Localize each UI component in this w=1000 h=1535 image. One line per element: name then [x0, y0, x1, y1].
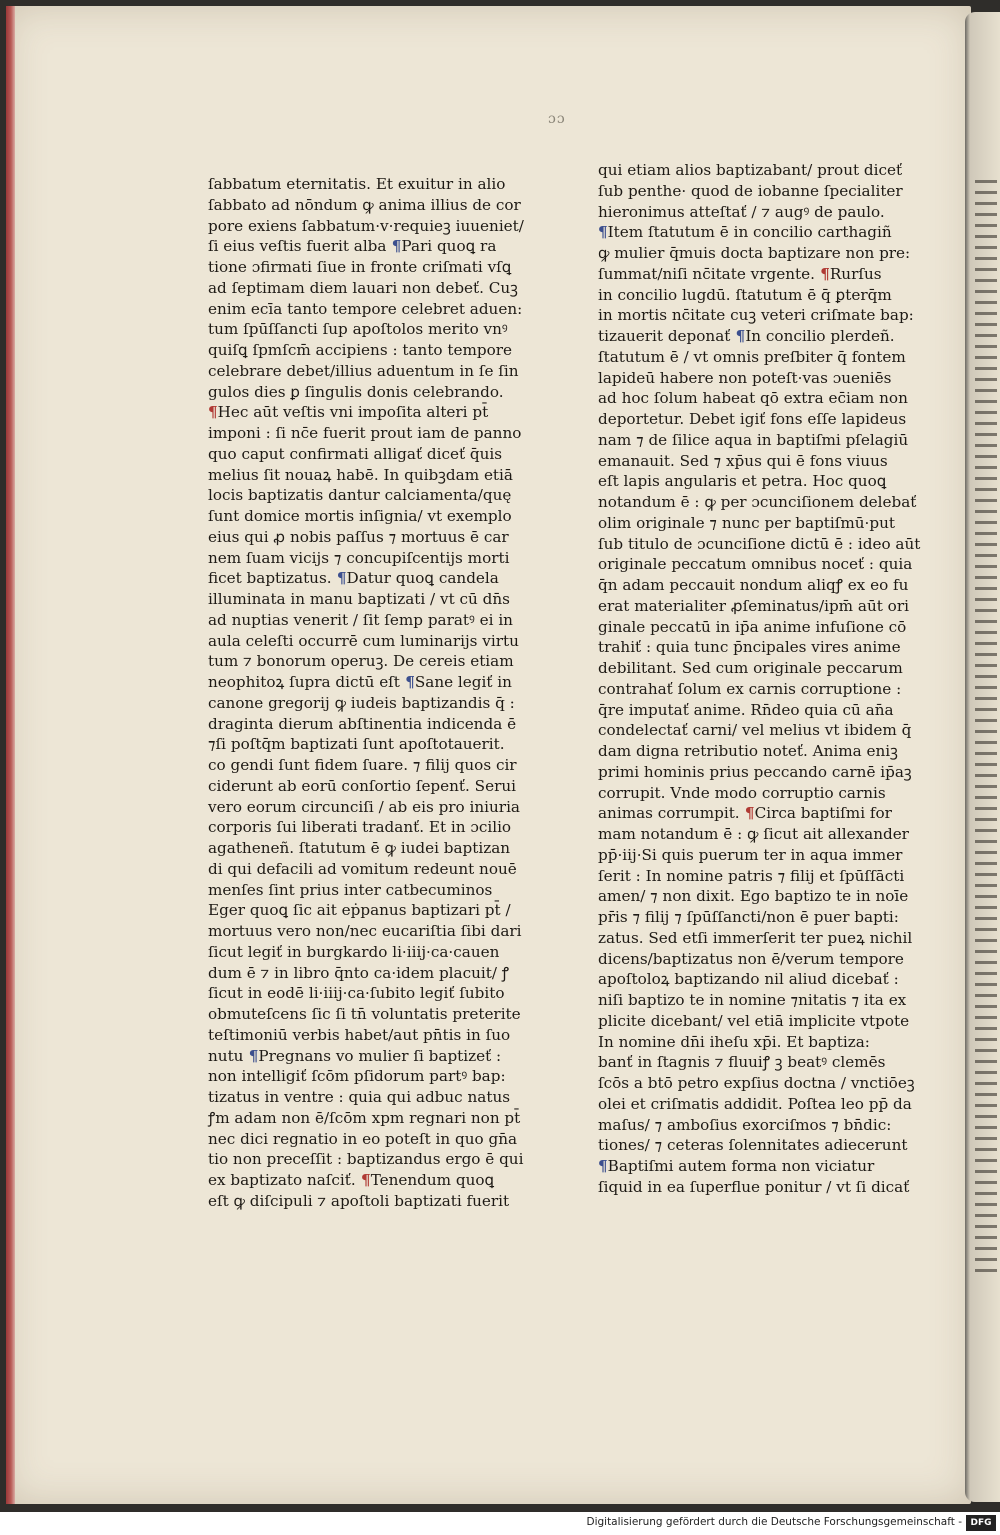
line-text: aula celeſti occurrē cum luminarijs virtu [208, 631, 519, 650]
text-line [208, 174, 540, 195]
line-text-after-mark: Baptiſmi autem forma non viciatur [607, 1157, 875, 1175]
line-text: ſcōs a btō petro expſius doctna / vnctiōeꝫ [598, 1074, 915, 1092]
text-line [208, 568, 540, 589]
text-line [598, 534, 943, 555]
text-line [598, 928, 943, 949]
text-line [208, 1004, 540, 1025]
text-line [208, 880, 540, 901]
text-line [598, 430, 943, 451]
line-text: maſus/ ⁊ amboſius exorciſmos ⁊ bn̄dic: [598, 1115, 892, 1134]
text-line [208, 1129, 540, 1150]
text-line [598, 554, 943, 575]
text-line [598, 866, 943, 887]
text-line [208, 651, 540, 672]
line-text: debilitant. Sed cum originale peccarum [598, 659, 903, 677]
line-text: quiſꝗ ſpmſcm̄ accipiens : tanto tempore [208, 341, 513, 359]
folio-mark: ɔɔ [548, 111, 566, 127]
text-line [208, 838, 540, 859]
line-text: ꝭm adam non ē/ſcōm xpm regnari non pt̄ [208, 1108, 521, 1127]
line-text: neophitoꝝ ſupra dictū eſt [208, 673, 400, 691]
line-text: ſummat/niſi nc̄itate vrgente. [598, 264, 815, 283]
line-text: corporis ſui liberati tradanť. Et in ɔcilio [208, 818, 512, 837]
paragraph-mark-icon: ¶ [598, 223, 608, 242]
text-line [598, 243, 943, 264]
line-text: nem ſuam vicijs ⁊ concupiſcentijs morti [208, 548, 510, 567]
text-line [598, 451, 943, 472]
text-line [208, 921, 540, 942]
right-text-column [598, 160, 943, 1198]
line-text: pp̄·iij·Si quis puerum ter in aqua immer [598, 845, 903, 864]
text-line [208, 817, 540, 838]
text-line [208, 610, 540, 631]
line-text-after-mark: Tenendum quoꝗ [370, 1171, 495, 1189]
line-text: animas corrumpit. [598, 804, 740, 823]
line-text: pr̄is ⁊ filij ⁊ ſpūſſancti/non ē puer bapti: [598, 908, 899, 926]
text-line [598, 575, 943, 596]
line-text: erat materialiter ꝓſeminatus/ipm̄ aūt ori [598, 596, 909, 615]
line-text: illuminata in manu baptizati / vt cū dn̄s [208, 590, 510, 608]
line-text: ſiquid in ea ſuperflue ponitur / vt ſi dicať [598, 1177, 910, 1196]
text-line [598, 222, 943, 243]
line-text: eius qui ꝓ nobis paſſus ⁊ mortuus ē car [208, 527, 509, 546]
line-text: lapideū habere non poteſt·vas ɔueniēs [598, 368, 892, 387]
line-text: dicens/baptizatus non ē/verum tempore [598, 949, 904, 968]
text-line [208, 195, 540, 216]
line-text: di qui defacili ad vomitum redeunt nouē [208, 859, 517, 878]
line-text: ſicut legiť in burgkardo li·iiij·ca·cauen [208, 942, 500, 961]
text-line [598, 907, 943, 928]
line-text: vero eorum circunciſi / ab eis pro iniuria [208, 797, 520, 816]
text-line [598, 160, 943, 181]
text-line [208, 589, 540, 610]
text-line [208, 1191, 540, 1212]
line-text: qui etiam alios baptizabant/ prout diceť [598, 161, 903, 179]
text-line [208, 714, 540, 735]
text-line [598, 326, 943, 347]
paragraph-mark-icon: ¶ [598, 1157, 608, 1175]
text-line [208, 734, 540, 755]
text-line [208, 631, 540, 652]
line-text: obmuteſcens ſic ſi tn̄ voluntatis preterite [208, 1005, 521, 1023]
text-line [598, 181, 943, 202]
line-text: olim originale ⁊ nunc per baptiſmū·put [598, 513, 895, 532]
line-text: teſtimoniū verbis habet/aut pn̄tis in ſuo [208, 1025, 511, 1044]
text-line [208, 963, 540, 984]
text-line [208, 859, 540, 880]
line-text-after-mark: Hec aūt veſtis vni impoſita alteri pt̄ [217, 403, 489, 422]
text-line [208, 216, 540, 237]
text-line [598, 617, 943, 638]
paragraph-mark-icon: ¶ [814, 264, 830, 283]
text-line [598, 990, 943, 1011]
line-text: ſicut in eodē li·iiij·ca·ſubito legiť ſubito [208, 984, 505, 1003]
next-page-edge [965, 12, 1000, 1502]
text-line [598, 720, 943, 741]
text-line [208, 942, 540, 963]
line-text: tizauerit deponať [598, 327, 731, 345]
text-line [208, 693, 540, 714]
text-line [598, 949, 943, 970]
text-line [208, 776, 540, 797]
line-text: menſes ſint prius inter catbecuminos [208, 880, 493, 899]
text-line [598, 762, 943, 783]
line-text: q̄n adam peccauit nondum aliqꝭ ex eo fu [598, 576, 909, 594]
text-line [208, 361, 540, 382]
paragraph-mark-icon: ¶ [730, 327, 746, 345]
text-line [598, 824, 943, 845]
line-text: ex baptizato naſciť. [208, 1171, 356, 1189]
paragraph-mark-icon: ¶ [355, 1171, 371, 1189]
line-text: olei et criſmatis addidit. Poſtea leo pp̄ da [598, 1094, 912, 1113]
text-line [598, 347, 943, 368]
line-text-after-mark: Circa baptiſmi for [754, 804, 892, 823]
paragraph-mark-icon: ¶ [399, 673, 415, 691]
text-line [598, 1156, 943, 1177]
line-text: imponi : ſi nc̄e fuerit prout iam de panno [208, 424, 522, 442]
line-text: nam ⁊ de ſilice aqua in baptiſmi pſelagiū [598, 430, 909, 449]
line-text: tum ⁊ bonorum operuꝫ. De cereis etiam [208, 652, 514, 671]
text-line [598, 1135, 943, 1156]
text-line [208, 236, 540, 257]
line-text: ad ſeptimam diem lauari non debeť. Cuꝫ [208, 278, 518, 297]
text-line [598, 1115, 943, 1136]
line-text: zatus. Sed etſi immerſerit ter pueꝝ nichil [598, 928, 913, 947]
text-line [598, 969, 943, 990]
line-text-after-mark: Datur quoꝗ candela [346, 569, 499, 588]
line-text: apoſtoloꝝ baptizando nil aliud dicebať : [598, 970, 899, 989]
text-line [208, 527, 540, 548]
line-text: ſub penthe· quod de iobanne ſpecialiter [598, 181, 903, 200]
text-line [598, 679, 943, 700]
line-text: tizatus in ventre : quia qui adbuc natus [208, 1088, 511, 1106]
text-line [598, 285, 943, 306]
text-line [598, 596, 943, 617]
line-text-after-mark: Rurſus [829, 264, 882, 283]
text-line [208, 465, 540, 486]
line-text: condelectať carni/ vel melius vt ibidem q̄ [598, 721, 912, 740]
footer-credit: Digitalisierung gefördert durch die Deutsche Forschungsgemeinschaft - [586, 1516, 962, 1528]
line-text: draginta dierum abſtinentia indicenda ē [208, 714, 517, 733]
line-text: notandum ē : ꝙ per ɔcunciſionem delebať [598, 493, 917, 511]
line-text: mortuus vero non/nec eucariſtia ſibi dari [208, 922, 522, 940]
text-line [598, 845, 943, 866]
text-line [598, 1032, 943, 1053]
line-text: agatheneñ. ſtatutum ē ꝙ iudei baptizan [208, 839, 511, 857]
paragraph-mark-icon: ¶ [386, 237, 402, 256]
text-line [208, 1046, 540, 1067]
line-text: nec dici regnatio in eo poteſt in quo gn̄a [208, 1129, 518, 1148]
text-line [598, 1073, 943, 1094]
text-line [208, 382, 540, 403]
line-text-after-mark: Item ſtatutum ē in concilio carthagiñ [607, 223, 892, 242]
line-text: ciderunt ab eorū conſortio ſepenť. Serui [208, 776, 516, 795]
line-text: quo caput confirmati alligať diceť q̄uis [208, 444, 503, 463]
text-line [598, 803, 943, 824]
text-line [208, 278, 540, 299]
text-line [598, 886, 943, 907]
text-line [208, 755, 540, 776]
text-line [208, 299, 540, 320]
text-line [598, 409, 943, 430]
line-text: ſabbatum eternitatis. Et exuitur in alio [208, 175, 506, 193]
line-text: tiones/ ⁊ ceteras ſolennitates adiecerunt [598, 1136, 908, 1155]
line-text: banť in ſtagnis ⁊ fluuiꝭ ꝫ beatꝰ clemēs [598, 1053, 886, 1072]
text-line [208, 444, 540, 465]
line-text: corrupit. Vnde modo corruptio carnis [598, 783, 886, 802]
text-line [208, 1108, 540, 1129]
next-page-text-bleed [975, 172, 997, 1272]
line-text: pore exiens ſabbatum·v·requieꝫ iuueniet/ [208, 216, 524, 235]
line-text: plicite dicebant/ vel etiā implicite vtpote [598, 1011, 910, 1030]
line-text-after-mark: Pregnans vo mulier ſi baptizeť : [258, 1046, 502, 1065]
line-text-after-mark: Sane legiť in [414, 673, 512, 691]
text-line [208, 900, 540, 921]
line-text: ſerit : In nomine patris ⁊ filij et ſpūſſācti [598, 866, 905, 885]
line-text: celebrare debet/illius aduentum in ſe ſin [208, 361, 519, 380]
line-text: eſt ꝙ diſcipuli ⁊ apoſtoli baptizati fuerit [208, 1191, 510, 1210]
line-text: melius ſit nouaꝝ habē. In quibꝫdam etiā [208, 465, 513, 484]
text-line [208, 548, 540, 569]
line-text: tum ſpūſſancti ſup apoſtolos merito vnꝰ [208, 320, 508, 339]
line-text: Eger quoꝗ ſic ait eṗpanus baptizari pt̄ / [208, 901, 511, 920]
line-text: emanauit. Sed ⁊ xp̄us qui ē fons viuus [598, 451, 888, 470]
line-text: ginale peccatū in ip̄a anime infuſione cō [598, 617, 907, 636]
text-line [598, 471, 943, 492]
line-text: eſt lapis angularis et petra. Hoc quoꝗ [598, 472, 887, 491]
text-line [598, 637, 943, 658]
text-line [208, 1066, 540, 1087]
line-text-after-mark: In concilio plerdeñ. [745, 327, 895, 345]
line-text: ad nuptias venerit / ſit ſemp paratꝰ ei in [208, 610, 513, 629]
text-line [208, 983, 540, 1004]
text-line [598, 1052, 943, 1073]
paragraph-mark-icon: ¶ [739, 804, 755, 823]
text-line [208, 402, 540, 423]
paragraph-mark-icon: ¶ [243, 1046, 259, 1065]
line-text: mam notandum ē : ꝙ ſicut ait allexander [598, 825, 909, 843]
text-line [598, 741, 943, 762]
text-line [598, 368, 943, 389]
line-text: ſtatutum ē / vt omnis preſbiter q̄ fontem [598, 347, 906, 366]
line-text: ficet baptizatus. [208, 569, 332, 588]
text-line [598, 202, 943, 223]
line-text: in concilio lugdū. ſtatutum ē q̄ ꝑterq̄m [598, 285, 892, 304]
text-line [208, 797, 540, 818]
line-text: amen/ ⁊ non dixit. Ego baptizo te in noīe [598, 887, 909, 906]
text-line [598, 305, 943, 326]
text-line [598, 513, 943, 534]
line-text: nutu [208, 1046, 244, 1065]
text-line [208, 340, 540, 361]
line-text: ꝙ mulier q̄muis docta baptizare non pre: [598, 244, 911, 262]
footer-bar [0, 1512, 1000, 1535]
paragraph-mark-icon: ¶ [208, 403, 218, 422]
line-text: enim ecīa tanto tempore celebret aduen: [208, 299, 523, 318]
text-line [598, 492, 943, 513]
line-text: q̄re imputať anime. Rn̄deo quia cū an̄a [598, 700, 894, 719]
text-line [598, 783, 943, 804]
line-text: hieronimus atteſtať / ⁊ augꝰ de paulo. [598, 202, 885, 221]
line-text: ſunt domice mortis inſignia/ vt exemplo [208, 507, 512, 525]
line-text: ſub titulo de ɔcunciſione dictū ē : ideo aūt [598, 534, 921, 553]
line-text-after-mark: Pari quoꝗ ra [401, 237, 497, 256]
paragraph-mark-icon: ¶ [331, 569, 347, 588]
text-line [208, 319, 540, 340]
line-text: gulos dies ꝑ ſingulis donis celebrando. [208, 382, 504, 401]
line-text: ⁊ſi poſtq̄m baptizati ſunt apoſtotauerit. [208, 735, 505, 754]
line-text: ſi eius veſtis fuerit alba [208, 237, 387, 256]
line-text: niſi baptizo te in nomine ⁊nitatis ⁊ ita ex [598, 991, 907, 1009]
text-line [598, 388, 943, 409]
line-text: ad hoc ſolum habeat qō extra ec̄iam non [598, 389, 908, 408]
text-line [598, 700, 943, 721]
line-text: originale peccatum omnibus noceť : quia [598, 555, 913, 574]
line-text: canone gregorij ꝙ iudeis baptizandis q̄ : [208, 693, 515, 712]
line-text: contrahať ſolum ex carnis corruptione : [598, 679, 902, 698]
line-text: tio non preceſſit : baptizandus ergo ē qui [208, 1150, 524, 1169]
line-text: in mortis nc̄itate cuꝫ veteri criſmate bap: [598, 306, 914, 325]
line-text: non intelligiť ſcōm pſidorum partꝰ bap: [208, 1067, 506, 1086]
text-line [598, 1011, 943, 1032]
line-text: dum ē ⁊ in libro q̄nto ca·idem placuit/ ꝭ [208, 963, 509, 982]
line-text: primi hominis prius peccando carnē ip̄aꝫ [598, 762, 912, 781]
text-line [208, 423, 540, 444]
text-line [598, 1177, 943, 1198]
text-line [598, 658, 943, 679]
line-text: locis baptizatis dantur calciamenta/quę [208, 486, 512, 505]
text-line [208, 672, 540, 693]
left-text-column [208, 174, 540, 1212]
text-line [208, 1170, 540, 1191]
text-line [208, 1025, 540, 1046]
line-text: deportetur. Debet igiť fons eſſe lapideus [598, 410, 907, 428]
text-line [598, 264, 943, 285]
text-line [208, 1149, 540, 1170]
line-text: In nomine dn̄i iheſu xp̄i. Et baptiza: [598, 1032, 870, 1051]
text-line [208, 506, 540, 527]
text-line [208, 1087, 540, 1108]
text-line [208, 257, 540, 278]
line-text: ſabbato ad nōndum ꝙ anima illius de cor [208, 195, 521, 214]
dfg-logo: DFG [966, 1515, 996, 1531]
line-text: trahiť : quia tunc p̄ncipales vires anime [598, 638, 901, 657]
text-line [598, 1094, 943, 1115]
text-line [208, 485, 540, 506]
line-text: tione ɔfirmati ſiue in fronte criſmati vſꝗ [208, 258, 512, 276]
line-text: co gendi ſunt fidem ſuare. ⁊ filij quos cir [208, 756, 517, 774]
red-page-edge [6, 6, 15, 1504]
line-text: dam digna retributio noteť. Anima eniꝫ [598, 742, 898, 760]
